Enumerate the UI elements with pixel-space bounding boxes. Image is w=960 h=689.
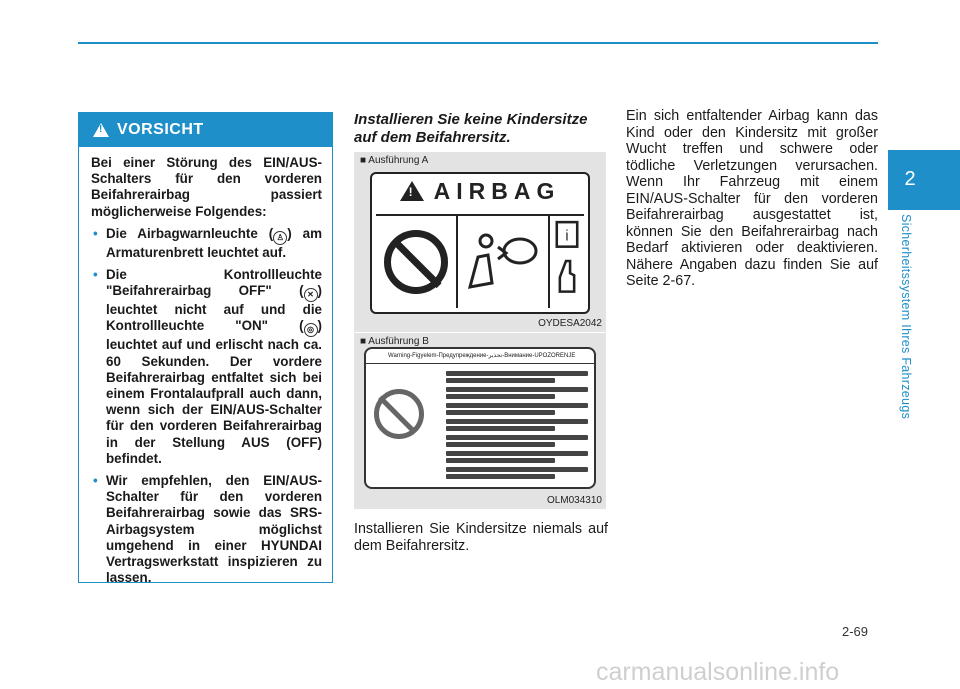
figure-label: ■ Ausführung A — [360, 155, 428, 166]
warning-triangle-icon — [400, 181, 424, 201]
read-manual-icon — [550, 216, 584, 308]
chapter-title-text: Sicherheitssystem Ihres Fahrzeugs — [899, 214, 913, 420]
chapter-tab — [888, 150, 960, 210]
sticker-panels — [376, 214, 584, 308]
caution-bullet — [91, 473, 322, 586]
bullet-text: Die Airbagwarnleuchte ( — [106, 225, 274, 241]
bullet-text: ) leuchtet auf und erlischt nach ca. 60 Sekunden. Der vordere Beifahrerairbag entfaltet sich bei einem Frontalaufprall auch dann, wenn sich der EIN/AUS-Schalter für den vorderen Beifahrerairbag in der Stellung AUS (OFF) befindet. — [106, 318, 322, 466]
caution-body — [79, 147, 332, 586]
warning-text-lines — [432, 367, 588, 483]
caution-bullet — [91, 226, 322, 261]
caution-intro: Bei einer Störung des EIN/AUS-Schalters für den vorderen Beifahrerairbag passiert möglicherweise Folgendes: — [91, 155, 322, 219]
chapter-number: 2 — [904, 168, 916, 190]
bullet-text: ) am Armaturenbrett leuchtet auf. — [106, 225, 322, 260]
caution-header — [79, 113, 332, 147]
figure-code: OLM034310 — [546, 495, 602, 506]
figure-label: ■ Ausführung B — [360, 336, 429, 347]
sticker-header: Warning-Figyelem-Предупреждение-تحذير-Внимание-UPOZORENJE — [366, 349, 594, 364]
caution-box — [78, 112, 333, 586]
bullet-text: Wir empfehlen, den EIN/AUS-Schalter für den vorderen Beifahrerairbag sowie das SRS-Airbagsystem möglichst umgehend in einer HYUNDAI Vertragswerkstatt inspizieren zu lassen. — [106, 473, 322, 586]
warning-triangle-icon — [93, 123, 109, 137]
passenger-airbag-on-icon: ◎ — [304, 323, 318, 337]
airbag-warning-icon: ♙ — [273, 231, 287, 245]
figure-version-a — [354, 152, 606, 332]
middle-body-text: Installieren Sie Kindersitze niemals auf dem Beifahrersitz. — [354, 521, 608, 554]
chapter-title — [897, 214, 917, 434]
watermark: carmanualsonline.info — [596, 658, 840, 686]
svg-text:i: i — [565, 228, 569, 245]
caution-bullet — [91, 267, 322, 467]
bullet-text: ) leuchtet nicht auf und die Kontrollleuchte "ON" ( — [106, 283, 322, 334]
panel-airbag-deploy — [458, 216, 550, 308]
figure-version-b — [354, 332, 606, 509]
sticker-title: AIRBAG — [433, 177, 561, 204]
no-child-seat-icon — [374, 389, 424, 439]
airbag-warning-sticker — [370, 172, 590, 314]
page-number: 2-69 — [842, 624, 869, 639]
bullet-text: Die Kontrollleuchte "Beifahrerairbag OFF" ( — [106, 267, 322, 299]
right-body-text: Ein sich entfaltender Airbag kann das Kind oder den Kindersitz mit großer Wucht treffen und schwere oder tödliche Verletzungen verursachen. Wenn Ihr Fahrzeug mit einem EIN/AUS-Schalter für den vorderen Beifahrerairbag ausgestattet ist, können Sie den Beifahrerairbag nach Bedarf aktivieren oder deaktivieren. Nähere Angaben dazu finden Sie auf Seite 2-67. — [626, 108, 878, 289]
figure-code: OYDESA2042 — [538, 318, 602, 329]
multilingual-warning-sticker — [364, 347, 596, 489]
section-heading: Installieren Sie keine Kindersitze auf dem Beifahrersitz. — [354, 111, 588, 146]
caution-heading: VORSICHT — [117, 121, 204, 138]
airbag-deploy-icon — [458, 216, 548, 308]
passenger-airbag-off-icon: ✕ — [304, 288, 318, 302]
no-child-seat-icon — [384, 230, 448, 294]
panel-no-child-seat — [376, 216, 458, 308]
panel-manual — [550, 216, 584, 308]
sticker-header — [372, 174, 588, 208]
top-rule — [78, 42, 878, 44]
